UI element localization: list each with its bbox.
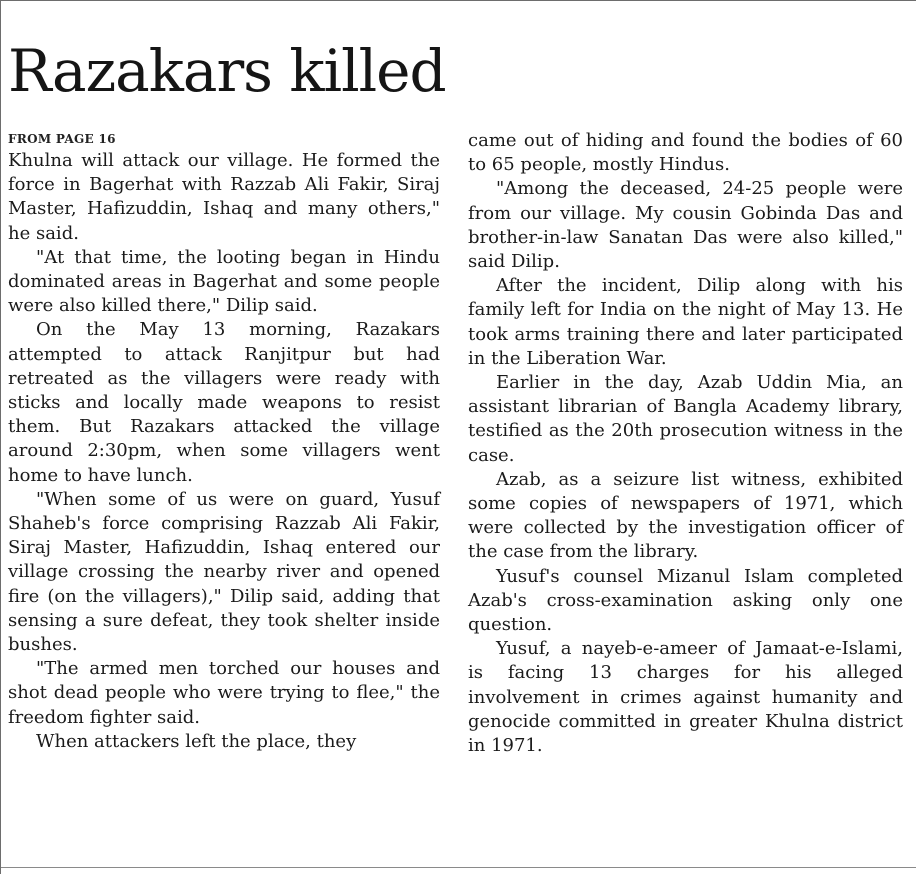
paragraph: "At that time, the looting began in Hindu dominated areas in Bagerhat and some people were also killed there," Dilip said. — [8, 246, 440, 317]
paragraph: After the incident, Dilip along with his family left for India on the night of May 13. He took arms training there and later participated in the Liberation War. — [468, 275, 903, 369]
paragraph: Yusuf, a nayeb-e-ameer of Jamaat-e-Islami, is facing 13 charges for his alleged involvement in crimes against humanity and genocide committed in greater Khulna district in 1971. — [468, 638, 903, 757]
bottom-rule — [1, 867, 916, 868]
paragraph: Khulna will attack our village. He formed the force in Bagerhat with Razzab Ali Fakir, Siraj Master, Hafizuddin, Ishaq and many others," he said. — [8, 150, 440, 244]
jump-line: FROM PAGE 16 — [8, 132, 116, 146]
left-column — [8, 129, 440, 754]
paragraph: "Among the deceased, 24-25 people were from our village. My cousin Gobinda Das and brother-in-law Sanatan Das were also killed," said Dilip. — [468, 178, 903, 273]
paragraph: "When some of us were on guard, Yusuf Shaheb's force comprising Razzab Ali Fakir, Siraj Master, Hafizuddin, Ishaq entered our village crossing the nearby river and opened fire (on the villagers)," Dilip said, adding that sensing a sure defeat, they took shelter inside bushes. — [8, 488, 440, 656]
right-column — [468, 129, 903, 758]
paragraph: On the May 13 morning, Razakars attempted to attack Ranjitpur but had retreated as the villagers were ready with sticks and locally made weapons to resist them. But Razakars attacked the village around 2:30pm, when some villagers went home to have lunch. — [8, 319, 440, 486]
paragraph: "The armed men torched our houses and shot dead people who were trying to flee," the freedom fighter said. — [8, 658, 440, 728]
paragraph: When attackers left the place, they — [36, 730, 357, 752]
paragraph: Azab, as a seizure list witness, exhibited some copies of newspapers of 1971, which were collected by the investigation officer of the case from the library. — [468, 468, 903, 563]
headline: Razakars killed — [8, 37, 446, 105]
paragraph: Yusuf's counsel Mizanul Islam completed Azab's cross-examination asking only one question. — [468, 565, 903, 636]
paragraph: came out of hiding and found the bodies of 60 to 65 people, mostly Hindus. — [468, 130, 903, 176]
paragraph: Earlier in the day, Azab Uddin Mia, an assistant librarian of Bangla Academy library, testified as the 20th prosecution witness in the case. — [468, 372, 903, 466]
